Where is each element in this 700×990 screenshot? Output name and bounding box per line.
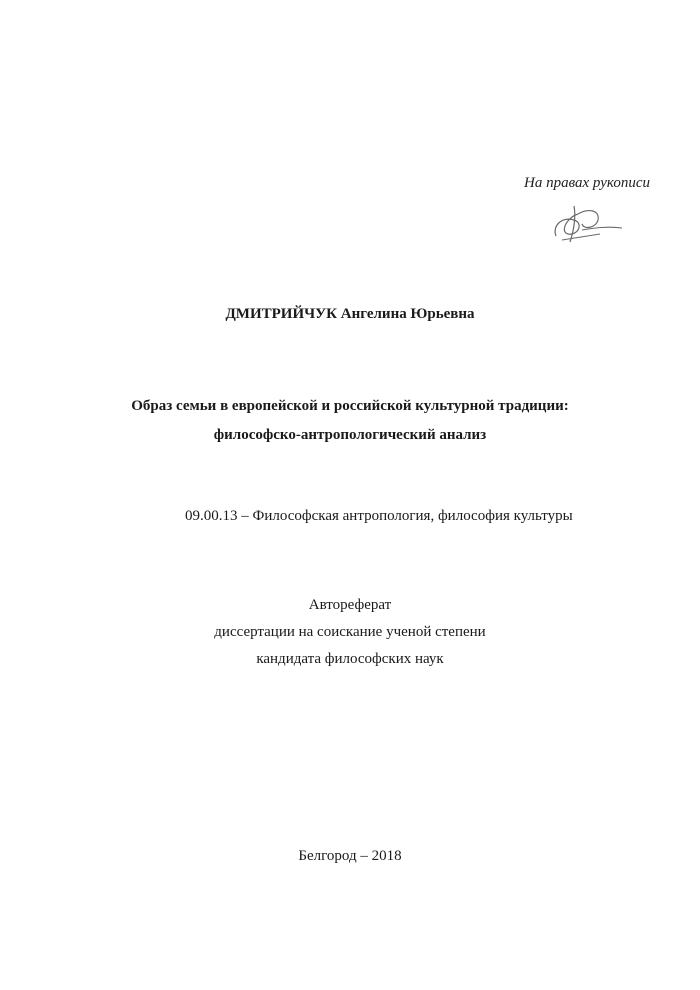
doc-type-line-1: Автореферат: [308, 597, 392, 613]
title-line-2: философско-антропологический анализ: [213, 427, 487, 443]
doc-type-line-3: кандидата философских наук: [256, 651, 444, 667]
author-name: ДМИТРИЙЧУК Ангелина Юрьевна: [225, 306, 475, 322]
manuscript-note: На правах рукописи: [524, 175, 650, 191]
place-year: Белгород – 2018: [298, 848, 402, 864]
dissertation-title: [0, 392, 700, 450]
doc-type-line-2: диссертации на соискание ученой степени: [214, 624, 486, 640]
specialty-code: 09.00.13 – Философская антропология, философия культуры: [185, 508, 573, 524]
title-line-1: Образ семьи в европейской и российской культурной традиции:: [131, 398, 569, 414]
document-type: [0, 592, 700, 673]
signature-icon: [548, 200, 628, 248]
